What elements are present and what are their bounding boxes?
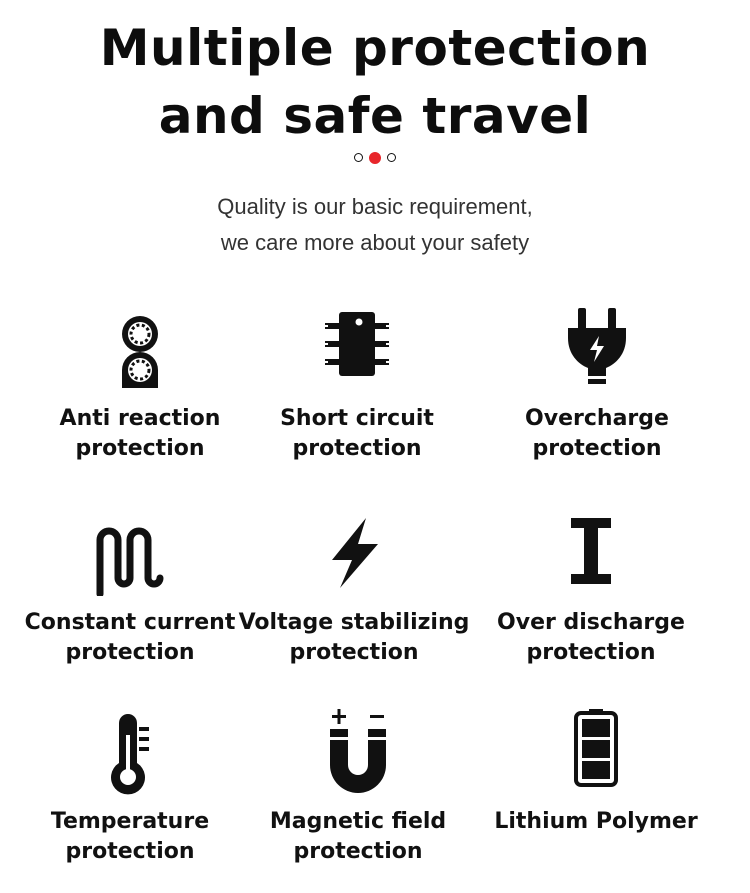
thermometer-icon: [105, 713, 155, 795]
page-title-line1: Multiple protection: [99, 19, 651, 77]
plug-icon: [566, 306, 628, 386]
feature-label: Magnetic field protection: [269, 809, 447, 864]
pager-dot-3[interactable]: [387, 153, 396, 162]
pager-dot-2-active[interactable]: [369, 152, 381, 164]
pager-dots: [0, 153, 750, 164]
feature-label: Anti reaction protection: [59, 406, 221, 461]
i-beam-icon: [569, 516, 613, 586]
battery-icon: [573, 707, 619, 787]
lightning-icon: [324, 516, 384, 590]
feature-label: Short circuit protection: [280, 406, 434, 461]
feature-label: Temperature protection: [50, 809, 210, 864]
pager-dot-1[interactable]: [354, 153, 363, 162]
magnet-icon: [326, 707, 390, 793]
feature-label: Over discharge protection: [497, 610, 685, 665]
wave-icon: [94, 522, 166, 596]
page-title-line2: and safe travel: [158, 87, 592, 145]
feature-label: Overcharge protection: [525, 406, 669, 461]
subtitle-line2: we care more about your safety: [220, 230, 530, 255]
reel-icon: [120, 314, 160, 390]
feature-label: Voltage stabilizing protection: [238, 610, 470, 665]
chip-icon: [321, 308, 393, 380]
feature-label: Lithium Polymer: [494, 809, 698, 834]
subtitle-line1: Quality is our basic requirement,: [217, 194, 533, 219]
feature-label: Constant current protection: [24, 610, 236, 665]
